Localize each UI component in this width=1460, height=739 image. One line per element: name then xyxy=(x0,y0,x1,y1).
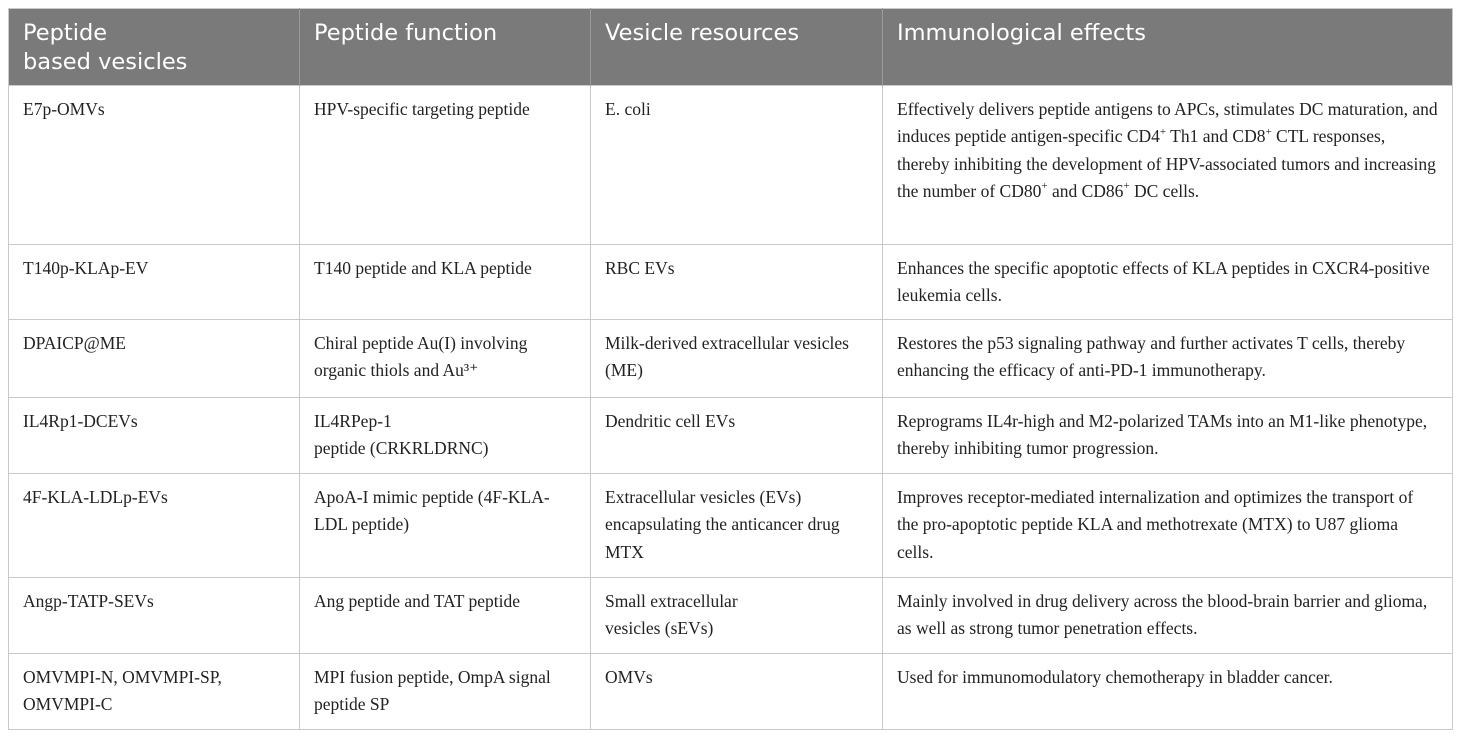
table-row xyxy=(9,245,1453,320)
cell-vesicle: Angp-TATP-SEVs xyxy=(9,578,300,654)
resource-line1: Small extracellular xyxy=(605,591,738,611)
effect-text: CTL responses, thereby inhibiting the development of HPV-associated tumors and increasing the number of CD80 xyxy=(897,126,1436,202)
cell-resource: Dendritic cell EVs xyxy=(591,398,883,474)
cell-vesicle: T140p-KLAp-EV xyxy=(9,245,300,320)
cell-effect xyxy=(883,86,1453,245)
superscript-plus: + xyxy=(1041,180,1048,193)
cell-resource: RBC EVs xyxy=(591,245,883,320)
cell-function: HPV-specific targeting peptide xyxy=(300,86,591,245)
cell-resource: OMVs xyxy=(591,654,883,730)
table-header xyxy=(9,9,1453,86)
cell-function: Chiral peptide Au(I) involving organic thiols and Au³⁺ xyxy=(300,320,591,398)
superscript-plus: + xyxy=(1265,125,1272,138)
table-row xyxy=(9,474,1453,578)
cell-resource: E. coli xyxy=(591,86,883,245)
cell-function: ApoA-I mimic peptide (4F-KLA-LDL peptide) xyxy=(300,474,591,578)
table-body xyxy=(9,86,1453,730)
resource-line2: vesicles (sEVs) xyxy=(605,618,714,639)
cell-effect: Used for immunomodulatory chemotherapy in bladder cancer. xyxy=(883,654,1453,730)
cell-vesicle: E7p-OMVs xyxy=(9,86,300,245)
table-row xyxy=(9,86,1453,245)
header-col1-line2: based vesicles xyxy=(23,49,188,75)
cell-vesicle: 4F-KLA-LDLp-EVs xyxy=(9,474,300,578)
cell-vesicle: DPAICP@ME xyxy=(9,320,300,398)
header-vesicle-resources: Vesicle resources xyxy=(591,9,883,86)
cell-function: Ang peptide and TAT peptide xyxy=(300,578,591,654)
cell-resource: Extracellular vesicles (EVs) encapsulating the anticancer drug MTX xyxy=(591,474,883,578)
cell-effect: Improves receptor-mediated internalization and optimizes the transport of the pro-apoptotic peptide KLA and methotrexate (MTX) to U87 glioma cells. xyxy=(883,474,1453,578)
header-peptide-based-vesicles xyxy=(9,9,300,86)
effect-text: DC cells. xyxy=(1129,181,1200,202)
cell-resource: Milk-derived extracellular vesicles (ME) xyxy=(591,320,883,398)
cell-function: T140 peptide and KLA peptide xyxy=(300,245,591,320)
function-line1: IL4RPep-1 xyxy=(314,411,392,431)
cell-effect: Enhances the specific apoptotic effects of KLA peptides in CXCR4-positive leukemia cells. xyxy=(883,245,1453,320)
cell-function xyxy=(300,398,591,474)
peptide-vesicles-table xyxy=(8,8,1453,730)
table-row xyxy=(9,654,1453,730)
table-row xyxy=(9,578,1453,654)
header-peptide-function: Peptide function xyxy=(300,9,591,86)
effect-text: and CD86 xyxy=(1047,181,1124,202)
effect-text: Th1 and CD8 xyxy=(1166,126,1266,147)
cell-effect: Reprograms IL4r-high and M2-polarized TAMs into an M1-like phenotype, thereby inhibiting tumor progression. xyxy=(883,398,1453,474)
header-row xyxy=(9,9,1453,86)
table-row xyxy=(9,398,1453,474)
table-row xyxy=(9,320,1453,398)
effect-text: Effectively delivers peptide antigens to APCs, stimulates DC maturation, and induces peptide antigen-specific CD4 xyxy=(897,99,1438,147)
cell-effect: Mainly involved in drug delivery across the blood-brain barrier and glioma, as well as strong tumor penetration effects. xyxy=(883,578,1453,654)
data-table-container xyxy=(8,8,1452,730)
superscript-plus: + xyxy=(1123,180,1130,193)
cell-function: MPI fusion peptide, OmpA signal peptide SP xyxy=(300,654,591,730)
cell-vesicle: OMVMPI-N, OMVMPI-SP, OMVMPI-C xyxy=(9,654,300,730)
superscript-plus: + xyxy=(1159,125,1167,138)
function-line2: peptide (CRKRLDRNC) xyxy=(314,438,489,459)
header-col1-line1: Peptide xyxy=(23,20,108,46)
cell-resource xyxy=(591,578,883,654)
header-immunological-effects: Immunological effects xyxy=(883,9,1453,86)
cell-effect: Restores the p53 signaling pathway and further activates T cells, thereby enhancing the efficacy of anti-PD-1 immunotherapy. xyxy=(883,320,1453,398)
cell-vesicle: IL4Rp1-DCEVs xyxy=(9,398,300,474)
